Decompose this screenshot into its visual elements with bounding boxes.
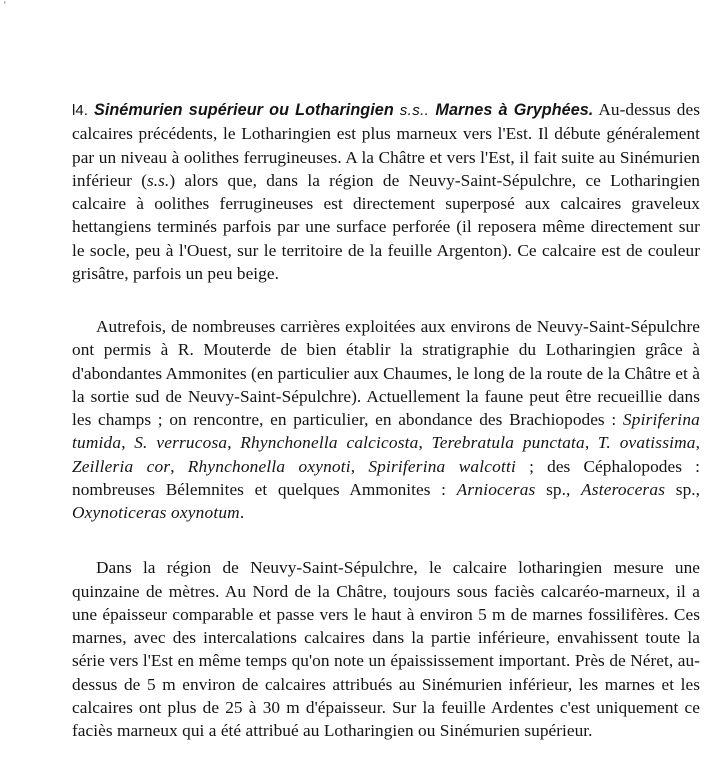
separator: , bbox=[227, 433, 241, 453]
paragraph2-text: ; des Céphalopodes : nombreuses Bélemnites et quelques Ammonites : bbox=[72, 456, 700, 499]
species-name: Spiriferina walcotti bbox=[368, 456, 516, 476]
paragraph1-ss: s.s. bbox=[147, 170, 170, 190]
paragraph1-text: Au-dessus des calcaires précédents, le Lotharingien est plus marneux vers l'Est. Il débute généralement par un niveau à oolithes ferrugineuses. A la Châtre et vers l'Est, il fait suite au Sinémurien inférieur ( bbox=[72, 100, 700, 190]
paragraph1-text-continued: ) alors que, dans la région de Neuvy-Saint-Sépulchre, ce Lotharingien calcaire à oolithes ferrugineuses est directement superposé aux calcaires graveleux hettangiens terminés parfois par une surface perforée (il reposera même directement sur le socle, peu à l'Ouest, sur le territoire de la feuille Argenton). Ce calcaire est de couleur grisâtre, parfois un peu beige. bbox=[72, 170, 700, 283]
species-name: Oxynoticeras oxynotum bbox=[72, 503, 240, 522]
paragraph-lotharingien-intro: l4. Sinémurien supérieur ou Lotharingien s.s.. Marnes à Gryphées. Au-dessus des calcaires précédents, le Lotharingien est plus marneux vers l'Est. Il débute généralement par un niveau à oolithes ferrugineuses. A la Châtre et vers l'Est, il fait suite au Sinémurien inférieur (s.s.) alors que, dans la région de Neuvy-Saint-Sépulchre, ce Lotharingien calcaire à oolithes ferrugineuses est directement superposé aux calcaires graveleux hettangiens terminés parfois par une surface perforée (il reposera même directement sur le socle, peu à l'Ouest, sur le territoire de la feuille Argenton). Ce calcaire est de couleur grisâtre, parfois un peu beige. bbox=[72, 100, 700, 283]
paragraph2-text: . bbox=[239, 503, 245, 522]
paragraph3-text: Dans la région de Neuvy-Saint-Sépulchre, le calcaire lotharingien mesure une quinzaine de mètres. Au Nord de la Châtre, toujours sous faciès calcaréo-marneux, il a une épaisseur comparable et passe vers le haut à environ 5 m de marnes fossilifères. Ces marnes, avec des intercalations calcaires dans la partie inférieure, envahissent toute la série vers l'Est en même temps qu'on note un épaississement important. Près de Néret, au-dessus de 5 m environ de calcaires attribués au Sinémurien inférieur, les marnes et les calcaires ont plus de 25 à 30 m d'épaisseur. Sur la feuille Ardentes c'est uniquement ce faciès marneux qui a été attribué au Lotharingien ou Sinémurien supérieur. bbox=[72, 558, 700, 740]
species-name: Asteroceras bbox=[581, 479, 666, 499]
species-name: Terebratula punctata bbox=[431, 433, 585, 453]
section-code: l4. bbox=[72, 102, 88, 119]
separator: , bbox=[350, 456, 369, 476]
scan-mark: ' bbox=[4, 0, 6, 10]
species-name: Zeilleria cor bbox=[72, 456, 171, 476]
separator: , bbox=[170, 456, 188, 476]
document-page bbox=[72, 98, 700, 742]
separator: , bbox=[695, 433, 701, 453]
species-name: S. verrucosa bbox=[134, 433, 228, 453]
section-title-ss: s.s. bbox=[399, 102, 425, 119]
paragraph2-text: Autrefois, de nombreuses carrières exploitées aux environs de Neuvy-Saint-Sépulchre ont permis à R. Mouterde de bien établir la stratigraphie du Lotharingien grâce à d'abondantes Ammonites (en particulier aux Chaumes, le long de la route de la Châtre et à la sortie sud de Neuvy-Saint-Sépulchre). Actuellement la faune peut être recueillie dans les champs ; on rencontre, en particulier, en abondance des Brachiopodes : bbox=[72, 317, 700, 429]
species-name: Rhynchonella oxynoti bbox=[187, 456, 351, 476]
paragraph-fauna bbox=[72, 315, 700, 524]
paragraph2-text: sp., bbox=[665, 479, 700, 499]
species-name: Spiriferina tumida bbox=[72, 410, 700, 453]
separator: , bbox=[418, 433, 432, 453]
species-name: Arnioceras bbox=[456, 479, 536, 499]
section-subtitle: Marnes à Gryphées. bbox=[435, 101, 594, 119]
species-name: Rhynchonella calcicosta bbox=[240, 433, 419, 453]
separator: , bbox=[584, 433, 598, 453]
species-name: T. ovatissima bbox=[597, 433, 696, 453]
separator: , bbox=[121, 433, 135, 453]
section-title: Sinémurien supérieur ou Lotharingien bbox=[93, 101, 394, 119]
paragraph-thickness bbox=[72, 556, 700, 742]
paragraph2-text: sp., bbox=[535, 479, 582, 499]
